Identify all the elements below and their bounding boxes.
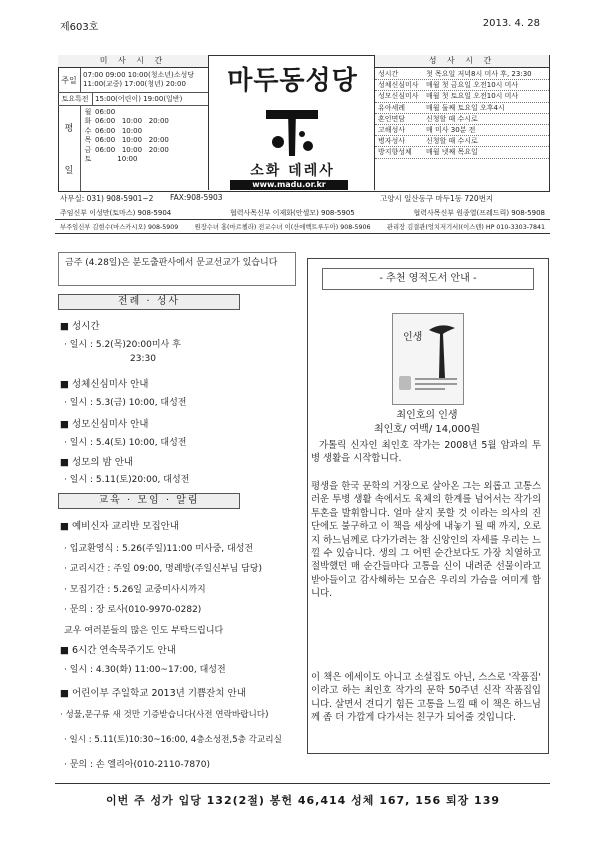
sacrament-row: 고해성사 매 미사 30분 전 (375, 125, 549, 136)
divider (55, 783, 550, 784)
sacrament-times-title: 성 사 시 간 (375, 55, 549, 68)
section-liturgy: 전례 · 성사 (58, 294, 240, 310)
weekday-row: 화 06:00 10:00 20:00 (84, 117, 169, 126)
weekday-row: 월 06:00 (84, 108, 116, 116)
list-item-detail: · 모집기간 : 5.26일 교중미사시까지 (64, 585, 206, 595)
book-paragraph: 평생을 한국 문학의 거장으로 살아온 그는 외롭고 고통스러운 투병 생활 속에서도 육체의 한계를 넘어서는 작가의 투혼을 발휘합니다. 얼마 살지 못할 것 이라는 의사의 진단에도 불구하고 이 책을 세상에 내놓기 될 때 까지, 오로지 하느님께로 다가가려는 참 신앙인의 자세를 우리는 느낄 수 있습니다. 생의 그 어떤 순간보다도 가장 치열하고 절박했던 매 순간들마다 고통을 신이 내려준 선물이라고 받아들이고 감사해하는 모습은 우리의 가슴을 여미게 합니다. (311, 481, 541, 600)
issue-date: 2013. 4. 28 (482, 18, 540, 29)
fax-number: FAX:908-5903 (170, 193, 223, 202)
weekday-row: 금 06:00 10:00 20:00 (84, 145, 169, 154)
list-item-title: ■ 성모의 밤 안내 (60, 457, 134, 468)
church-name: 마두동성당 (227, 66, 358, 96)
book-paragraph: 이 책은 에세이도 아니고 소설집도 아닌, 스스로 '작품집' 이라고 하는 최인호 작가의 문학 50주년 신작 작품집입니다. 살면서 견디기 힘든 고통을 느낄 때 이 책은 하느님께 좀 더 가깝게 다가서는 친구가 되어줄 것입니다. (311, 672, 541, 724)
list-item-title: ■ 예비신자 교리반 모집안내 (60, 521, 179, 532)
sacrament-row: 방지향성체 매월 넷째 목요일 (375, 147, 549, 158)
book-section-heading: - 추천 영적도서 안내 - (322, 268, 534, 290)
saturday-label: 토요특전 (58, 93, 93, 105)
sunday-times-2: 11:00(교중) 17:00(청년) 20:00 (83, 80, 186, 88)
church-address: 고양시 일산동구 마두1동 720번지 (380, 194, 494, 203)
list-item-title: ■ 성시간 (60, 321, 100, 332)
cross-logo-icon (262, 98, 322, 158)
header-bar (60, 18, 540, 33)
sacrament-times-box (374, 55, 549, 190)
book-cover-image (392, 313, 464, 405)
mass-times-box (58, 55, 209, 190)
list-item-detail: · 문의 : 장 로사(010-9970-0282) (64, 605, 202, 615)
list-item-title: ■ 성모신심미사 안내 (60, 419, 149, 430)
book-title: 최인호의 인생 (396, 410, 458, 421)
hymn-footer: 이번 주 성가 입당 132(2절) 봉헌 46,414 성체 167, 156 퇴장 139 (105, 794, 501, 807)
list-item-detail: · 일시 : 5.11(토)10:30~16:00, 4층소성전,5층 각교리실 (64, 735, 282, 745)
office-phone: 사무실: 031) 908-5901~2 (60, 194, 154, 203)
sacrament-row: 성체신심미사 매월 첫 금요일 오전10시 미사 (375, 80, 549, 91)
list-item-detail: · 문의 : 손 엘리아(010-2110-7870) (64, 760, 211, 770)
weekday-row: 목 06:00 10:00 20:00 (84, 136, 169, 145)
weekday-row: 수 06:00 10:00 (84, 126, 143, 135)
book-cover-title: 인생 (403, 332, 423, 343)
list-item-detail: · 일시 : 4.30(화) 11:00~17:00, 대성전 (64, 665, 226, 675)
list-item-detail: 교우 여러분들의 많은 인도 부탁드립니다 (64, 626, 224, 636)
weekday-label-top: 평 (64, 123, 74, 134)
divider (55, 219, 550, 220)
list-item-detail: · 성물,문구류 새 것만 기증받습니다(사전 연락바랍니다) (60, 710, 269, 720)
weekday-row: 토 10:00 (84, 155, 138, 164)
list-item-title: ■ 6시간 연속묵주기도 안내 (60, 645, 176, 656)
list-item-detail: 23:30 (130, 354, 156, 364)
list-item-detail: · 일시 : 5.11(토)20:00, 대성전 (64, 475, 190, 485)
divider (55, 233, 550, 234)
church-subtitle: 소화 데레사 (250, 163, 335, 179)
sacrament-row: 성모신심미사 매월 첫 토요일 오전10시 미사 (375, 91, 549, 102)
staff-line-1: 주임신부 이성만(토마스) 908-5904 협력사목신부 이제화(안셀모) 908-5905 협력사목신부 원종열(프레드릭) 908-5908 (60, 209, 545, 217)
notice-box: 금주 (4.28일)은 분도출판사에서 문교선교가 있습니다 (58, 252, 296, 286)
list-item-detail: · 일시 : 5.4(토) 10:00, 대성전 (64, 438, 187, 448)
saturday-times: 15:00(어린이) 19:00(일반) (95, 95, 183, 103)
sacrament-row: 유아세례 매월 둘째 토요일 오후4시 (375, 103, 549, 114)
list-item-detail: · 교리시간 : 주일 09:00, 명례방(주일신부님 담당) (64, 564, 262, 574)
book-paragraph: 가톨릭 신자인 최인호 작가는 2008년 5월 암과의 투병 생활을 시작합니다. (311, 440, 541, 465)
section-education: 교육 · 모임 · 알림 (58, 493, 240, 509)
mass-times-title: 미 사 시 간 (58, 55, 208, 68)
weekday-label-bottom: 일 (64, 166, 74, 177)
book-info: 최인호/ 여백/ 14,000원 (373, 424, 481, 435)
list-item-detail: · 일시 : 5.3(금) 10:00, 대성전 (64, 398, 187, 408)
list-item-title: ■ 어린이부 주일학교 2013년 기쁨잔치 안내 (60, 688, 246, 699)
sacrament-row: 혼인면담 신청할 때 수시로 (375, 114, 549, 125)
author-photo (399, 376, 411, 390)
list-item-detail: · 일시 : 5.2(목)20:00미사 후 (64, 340, 181, 350)
sunday-times-1: 07:00 09:00 10:00(청소년)소성당 (83, 71, 195, 79)
list-item-title: ■ 성체신심미사 안내 (60, 379, 149, 390)
staff-line-2: 부주임신부 김현수(마스카시오) 908-5909 원장수녀 홍(마르첼라) 전교수녀 이(산애벡트루두아) 908-5906 관리장 김결관(엉치저기서)(이스텐) HP 010-3303-7841 (60, 224, 545, 231)
tree-icon (423, 320, 459, 380)
issue-number: 제603호 (60, 22, 99, 33)
sunday-label: 주일 (58, 68, 81, 92)
sacrament-row: 성시간 첫 목요일 저녁8시 미사 후, 23:30 (375, 69, 549, 80)
website-link[interactable]: www.madu.or.kr (230, 180, 348, 190)
list-item-detail: · 입교환영식 : 5.26(주일)11:00 미사중, 대성전 (64, 544, 254, 554)
sacrament-row: 병자성사 신청할 때 수시로 (375, 136, 549, 147)
